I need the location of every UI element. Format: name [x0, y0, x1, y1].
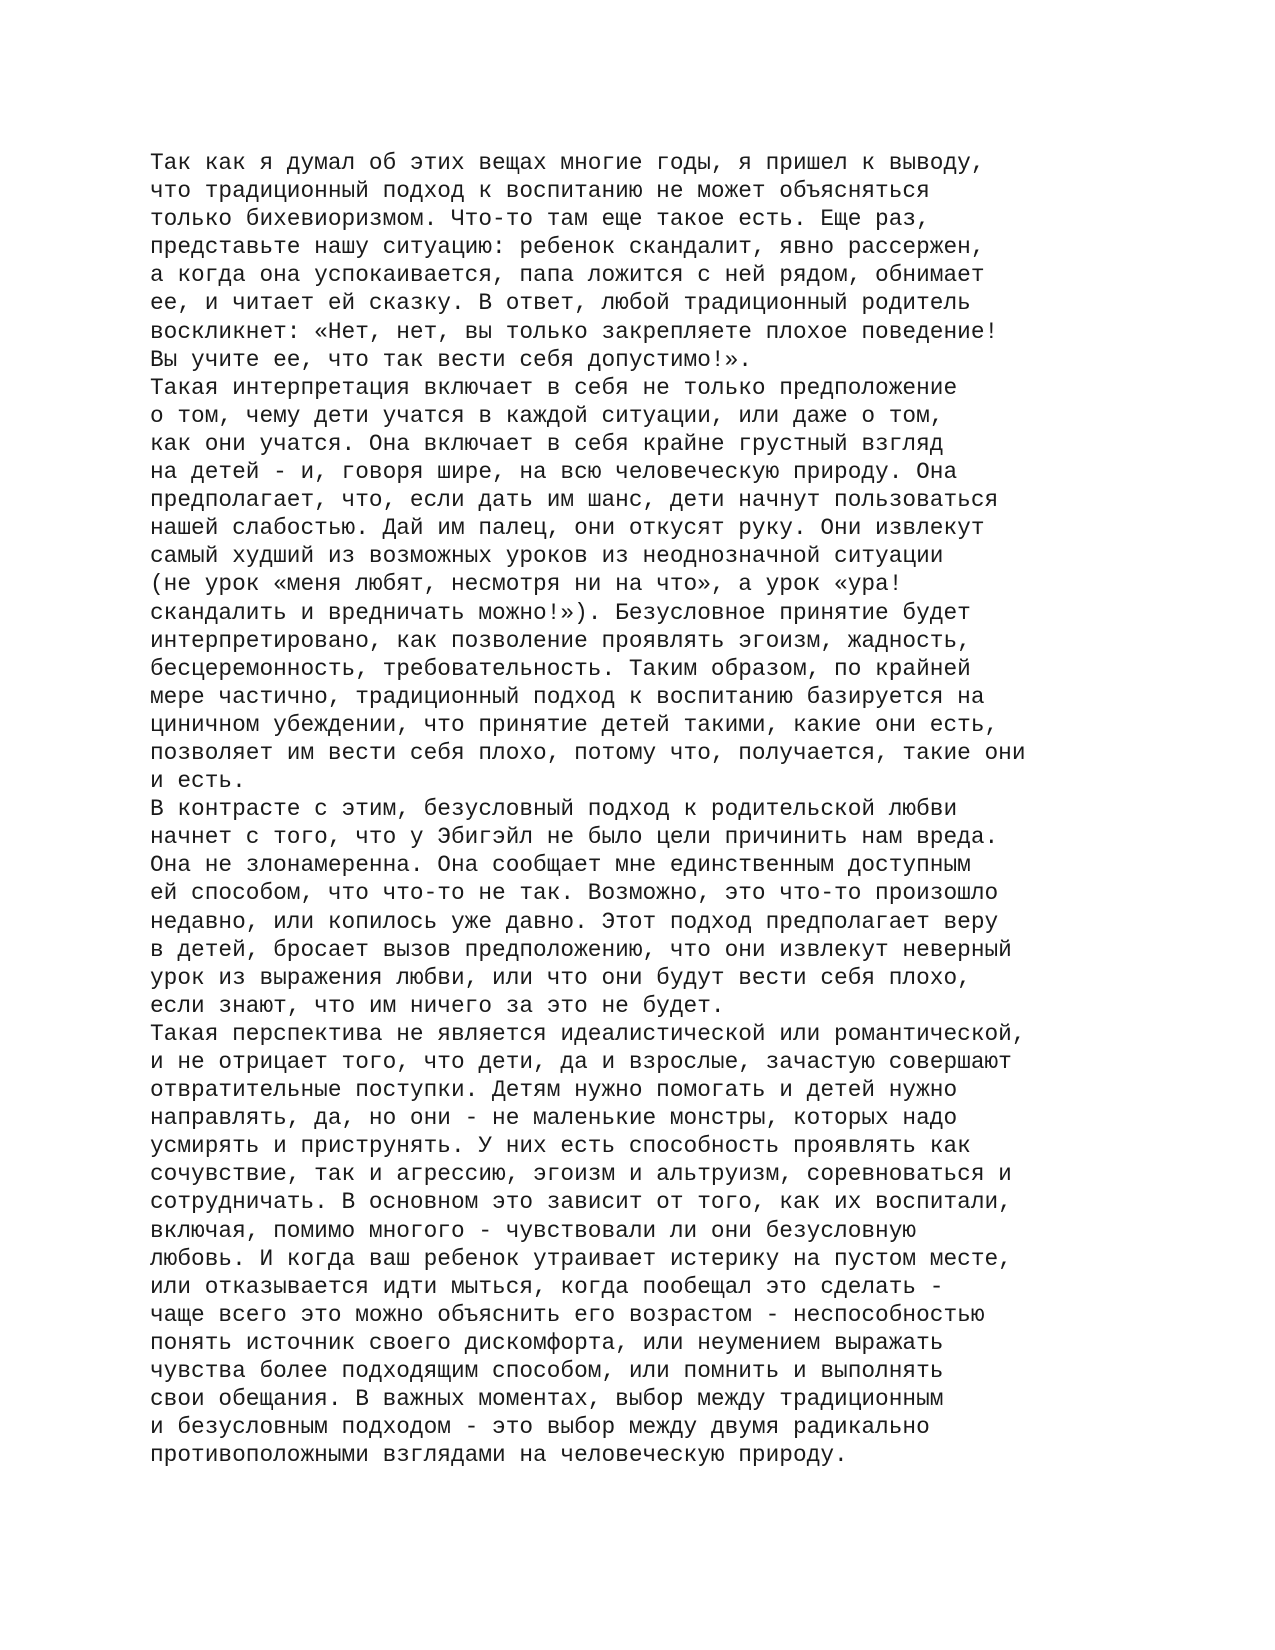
text-line: недавно, или копилось уже давно. Этот подход предполагает веру [150, 908, 999, 935]
text-line: в детей, бросает вызов предположению, что они извлекут неверный [150, 936, 1012, 963]
text-line: если знают, что им ничего за это не будет. [150, 992, 725, 1019]
text-line: Вы учите ее, что так вести себя допустимо!». [150, 346, 752, 373]
text-line: Такая интерпретация включает в себя не только предположение [150, 374, 958, 401]
text-line: только бихевиоризмом. Что-то там еще такое есть. Еще раз, [150, 206, 930, 233]
text-line: предполагает, что, если дать им шанс, дети начнут пользоваться [150, 487, 999, 514]
text-line: мере частично, традиционный подход к воспитанию базируется на [150, 683, 985, 710]
text-line: усмирять и приструнять. У них есть способность проявлять как [150, 1133, 971, 1160]
text-line: понять источник своего дискомфорта, или неумением выражать [150, 1329, 944, 1356]
text-line: отвратительные поступки. Детям нужно помогать и детей нужно [150, 1077, 958, 1104]
text-line: что традиционный подход к воспитанию не может объясняться [150, 178, 930, 205]
body-text [150, 149, 1150, 1469]
text-line: нашей слабостью. Дай им палец, они откусят руку. Они извлекут [150, 515, 985, 542]
text-line: Она не злонамеренна. Она сообщает мне единственным доступным [150, 852, 971, 879]
text-line: циничном убеждении, что принятие детей такими, какие они есть, [150, 711, 999, 738]
text-line: чувства более подходящим способом, или помнить и выполнять [150, 1358, 944, 1385]
text-line: самый худший из возможных уроков из неоднозначной ситуации [150, 543, 944, 570]
text-line: воскликнет: «Нет, нет, вы только закрепляете плохое поведение! [150, 318, 999, 345]
text-line: и безусловным подходом - это выбор между двумя радикально [150, 1414, 930, 1441]
text-line: В контрасте с этим, безусловный подход к родительской любви [150, 796, 958, 823]
text-line: любовь. И когда ваш ребенок утраивает истерику на пустом месте, [150, 1245, 1012, 1272]
text-line: скандалить и вредничать можно!»). Безусловное принятие будет [150, 599, 971, 626]
text-line: о том, чему дети учатся в каждой ситуации, или даже о том, [150, 402, 944, 429]
text-line: представьте нашу ситуацию: ребенок скандалит, явно рассержен, [150, 234, 985, 261]
text-line: противоположными взглядами на человеческую природу. [150, 1442, 848, 1469]
text-line: ей способом, что что-то не так. Возможно, это что-то произошло [150, 880, 999, 907]
text-line: бесцеремонность, требовательность. Таким образом, по крайней [150, 655, 971, 682]
text-line: и не отрицает того, что дети, да и взрослые, зачастую совершают [150, 1049, 1012, 1075]
text-line: чаще всего это можно объяснить его возрастом - неспособностью [150, 1301, 985, 1328]
text-line: свои обещания. В важных моментах, выбор между традиционным [150, 1386, 944, 1413]
text-line: интерпретировано, как позволение проявлять эгоизм, жадность, [150, 627, 971, 654]
text-line: ее, и читает ей сказку. В ответ, любой традиционный родитель [150, 290, 971, 317]
text-line: направлять, да, но они - не маленькие монстры, которых надо [150, 1105, 958, 1132]
text-line: начнет с того, что у Эбигэйл не было цели причинить нам вреда. [150, 824, 999, 851]
text-line: сотрудничать. В основном это зависит от того, как их воспитали, [150, 1189, 1012, 1216]
text-line: позволяет им вести себя плохо, потому что, получается, такие они [150, 739, 1026, 766]
text-line: включая, помимо многого - чувствовали ли они безусловную [150, 1217, 917, 1244]
text-line: Так как я думал об этих вещах многие годы, я пришел к выводу, [150, 150, 985, 176]
text-line: а когда она успокаивается, папа ложится с ней рядом, обнимает [150, 262, 985, 289]
text-line: Такая перспектива не является идеалистической или романтической, [150, 1020, 1026, 1047]
text-line: как они учатся. Она включает в себя крайне грустный взгляд [150, 430, 944, 457]
text-line: и есть. [150, 768, 246, 795]
text-line: или отказывается идти мыться, когда пообещал это сделать - [150, 1273, 944, 1300]
text-line: урок из выражения любви, или что они будут вести себя плохо, [150, 964, 971, 991]
text-line: (не урок «меня любят, несмотря ни на что», а урок «ура! [150, 571, 903, 598]
text-line: на детей - и, говоря шире, на всю человеческую природу. Она [150, 459, 958, 486]
text-line: сочувствие, так и агрессию, эгоизм и альтруизм, соревноваться и [150, 1161, 1012, 1188]
